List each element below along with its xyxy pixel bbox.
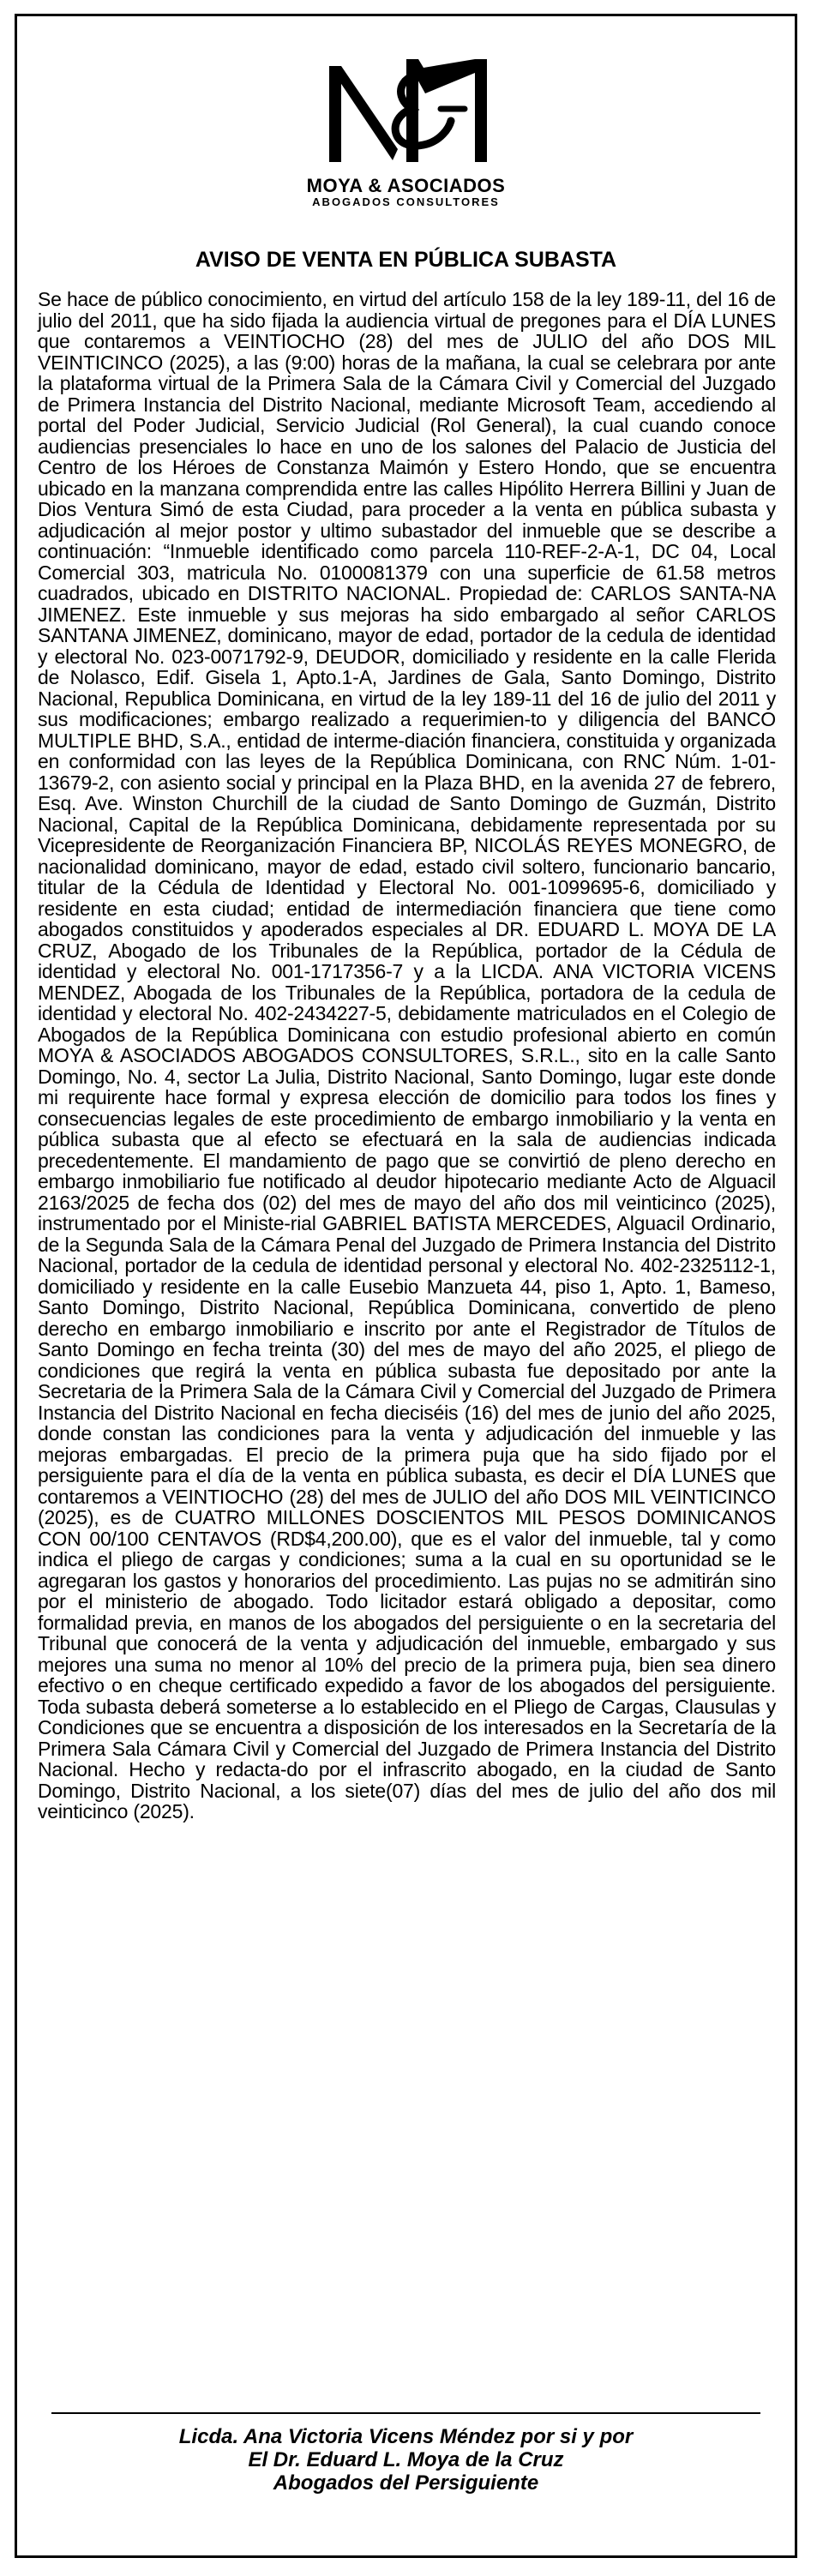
signature-block [17, 2425, 795, 2495]
signature-line-2: El Dr. Eduard L. Moya de la Cruz [248, 2448, 564, 2471]
firm-name: MOYA & ASOCIADOS [306, 175, 506, 196]
monogram-icon [303, 42, 509, 171]
firm-logo [261, 42, 552, 208]
firm-tagline: ABOGADOS CONSULTORES [312, 195, 500, 209]
notice-frame [15, 14, 797, 2558]
notice-title: AVISO DE VENTA EN PÚBLICA SUBASTA [195, 248, 617, 272]
notice-body: Se hace de público conocimiento, en virtud del artículo 158 de la ley 189-11, del 16 de julio del 2011, que ha sido fijada la audiencia virtual de pregones para el DÍA LUNES que contaremos a VEINTIOCHO (28) del mes de JULIO del año DOS MIL VEINTICINCO (2025), a las (9:00) horas de la mañana, la cual se celebrara por ante la plataforma virtual de la Primera Sala de la Cámara Civil y Comercial del Juzgado de Primera Instancia del Distrito Nacional, mediante Microsoft Team, accediendo al portal del Poder Judicial, Servicio Judicial (Rol General), la cual cuando conoce audiencias presenciales lo hace en uno de los salones del Palacio de Justicia del Centro de los Héroes de Constanza Maimón y Estero Hondo, que se encuentra ubicado en la manzana comprendida entre las calles Hipólito Herrera Billini y Juan de Dios Ventura Simó de esta Ciudad, para proceder a la venta en pública subasta y adjudicación al mejor postor y ultimo subastador del inmueble que se describe a continuación: “Inmueble identificado como parcela 110-REF-2-A-1, DC 04, Local Comercial 303, matricula No. 0100081379 con una superficie de 61.58 metros cuadrados, ubicado en DISTRITO NACIONAL. Propiedad de: CARLOS SANTA-NA JIMENEZ. Este inmueble y sus mejoras ha sido embargado al señor CARLOS SANTANA JIMENEZ, dominicano, mayor de edad, portador de la cedula de identidad y electoral No. 023-0071792-9, DEUDOR, domiciliado y residente en la calle Flerida de Nolasco, Edif. Gisela 1, Apto.1-A, Jardines de Gala, Santo Domingo, Distrito Nacional, Republica Dominicana, en virtud de la ley 189-11 del 16 de julio del 2011 y sus modificaciones; embargo realizado a requerimien-to y diligencia del BANCO MULTIPLE BHD, S.A., entidad de interme-diación financiera, constituida y organizada en conformidad con las leyes de la República Dominicana, con RNC Núm. 1-01-13679-2, con asiento social y principal en la Plaza BHD, en la avenida 27 de febrero, Esq. Ave. Winston Churchill de la ciudad de Santo Domingo de Guzmán, Distrito Nacional, Capital de la República Dominicana, debidamente representada por su Vicepresidente de Reorganización Financiera BP, NICOLÁS REYES MONEGRO, de nacionalidad dominicano, mayor de edad, estado civil soltero, funcionario bancario, titular de la Cédula de Identidad y Electoral No. 001-1099695-6, domiciliado y residente en esta ciudad; entidad de intermediación financiera que tiene como abogados constituidos y apoderados especiales al DR. EDUARD L. MOYA DE LA CRUZ, Abogado de los Tribunales de la República, portador de la Cédula de identidad y electoral No. 001-1717356-7 y a la LICDA. ANA VICTORIA VICENS MENDEZ, Abogada de los Tribunales de la República, portadora de la cedula de identidad y electoral No. 402-2434227-5, debidamente matriculados en el Colegio de Abogados de la República Dominicana con estudio profesional abierto en común MOYA & ASOCIADOS ABOGADOS CONSULTORES, S.R.L., sito en la calle Santo Domingo, No. 4, sector La Julia, Distrito Nacional, Santo Domingo, lugar este donde mi requirente hace formal y expresa elección de domicilio para todos los fines y consecuencias legales de este procedimiento de embargo inmobiliario y la venta en pública subasta que al efecto se efectuará en la sala de audiencias indicada precedentemente. El mandamiento de pago que se convirtió de pleno derecho en embargo inmobiliario fue notificado al deudor hipotecario mediante Acto de Alguacil 2163/2025 de fecha dos (02) del mes de mayo del año dos mil veinticinco (2025), instrumentado por el Ministe-rial GABRIEL BATISTA MERCEDES, Alguacil Ordinario, de la Segunda Sala de la Cámara Penal del Juzgado de Primera Instancia del Distrito Nacional, portador de la cedula de identidad personal y electoral No. 402-2325112-1, domiciliado y residente en la calle Eusebio Manzueta 44, piso 1, Apto. 1, Bameso, Santo Domingo, Distrito Nacional, República Dominicana, convertido de pleno derecho en embargo inmobiliario e inscrito por ante el Registrador de Títulos de Santo Domingo en fecha treinta (30) del mes de mayo del año 2025, el pliego de condiciones que regirá la venta en pública subasta fue depositado por ante la Secretaria de la Primera Sala de la Cámara Civil y Comercial del Juzgado de Primera Instancia del Distrito Nacional en fecha dieciséis (16) del mes de junio del año 2025, donde constan las condiciones para la venta y adjudicación del inmueble y las mejoras embargadas. El precio de la primera puja que ha sido fijado por el persiguiente para el día de la venta en pública subasta, es decir el DÍA LUNES que contaremos a VEINTIOCHO (28) del mes de JULIO del año DOS MIL VEINTICINCO (2025), es de CUATRO MILLONES DOSCIENTOS MIL PESOS DOMINICANOS CON 00/100 CENTAVOS (RD$4,200.00), que es el valor del inmueble, tal y como indica el pliego de cargas y condiciones; suma a la cual en su oportunidad se le agregaran los gastos y honorarios del procedimiento. Las pujas no se admitirán sino por el ministerio de abogado. Todo licitador estará obligado a depositar, como formalidad previa, en manos de los abogados del persiguiente o en la secretaria del Tribunal que conocerá de la venta y adjudicación del inmueble, embargado y sus mejores una suma no menor al 10% del precio de la primera puja, bien sea dinero efectivo o en cheque certificado expedido a favor de los abogados del persiguiente. Toda subasta deberá someterse a lo establecido en el Pliego de Cargas, Clausulas y Condiciones que se encuentra a disposición de los interesados en la Secretaría de la Primera Sala Cámara Civil y Comercial del Juzgado de Primera Instancia del Distrito Nacional. Hecho y redacta-do por el infrascrito abogado, en la ciudad de Santo Domingo, Distrito Nacional, a los siete(07) días del mes de julio del año dos mil veinticinco (2025). [38, 288, 776, 1822]
signature-line-3: Abogados del Persiguiente [273, 2471, 539, 2495]
signature-line-1: Licda. Ana Victoria Vicens Méndez por si y por [178, 2425, 634, 2448]
signature-rule [51, 2412, 760, 2414]
